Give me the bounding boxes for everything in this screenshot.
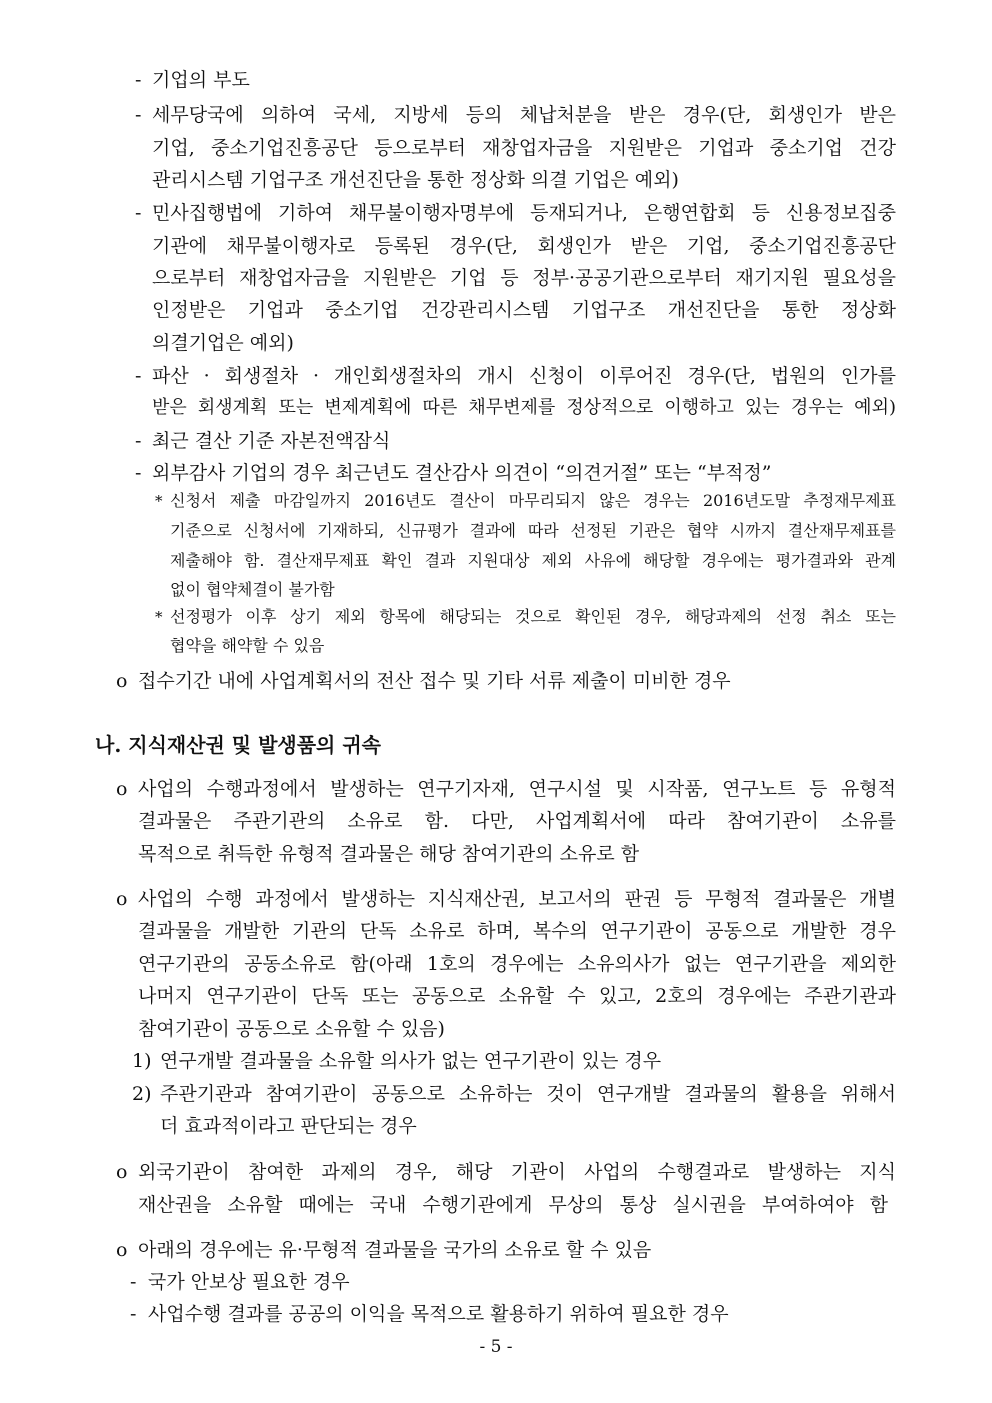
tangible-results-line: 사업의 수행과정에서 발생하는 연구기자재, 연구시설 및 시작품, 연구노트 등 유형적 [138, 778, 896, 800]
circle-bullet: ο [116, 778, 128, 800]
intangible-results-line: 결과물을 개발한 기관의 단독 소유로 하며, 복수의 연구기관이 공동으로 개발한 경우 [138, 920, 896, 942]
tangible-results-line: 결과물은 주관기관의 소유로 함. 다만, 사업계획서에 따라 참여기관이 소유를 [138, 810, 896, 832]
circle-bullet: ο [116, 670, 128, 692]
dash-marker: - [135, 462, 142, 484]
foreign-institution-line: 재산권을 소유할 때에는 국내 수행기관에게 무상의 통상 실시권을 부여하여야 함 [138, 1194, 888, 1216]
note-cancellation-line: 선정평가 이후 상기 제외 항목에 해당되는 것으로 확인된 경우, 해당과제의 선정 취소 또는 [170, 607, 896, 626]
numbered-item-line: 주관기관과 참여기관이 공동으로 소유하는 것이 연구개발 결과물의 활용을 위해서 [160, 1083, 896, 1105]
dash-marker: - [130, 1271, 137, 1293]
dash-marker: - [135, 104, 142, 126]
exclusion-item-insolvency-line: 파산 · 회생절차 · 개인회생절차의 개시 신청이 이루어진 경우(단, 법원의 인가를 [152, 365, 896, 387]
note-star-marker: * [155, 492, 163, 510]
exclusion-item-default-line: 민사집행법에 기하여 채무불이행자명부에 등재되거나, 은행연합회 등 신용정보집중 [152, 202, 896, 224]
note-star-marker: * [155, 608, 163, 626]
dash-marker: - [130, 1303, 137, 1325]
circle-bullet: ο [116, 888, 128, 910]
item-number: 2) [132, 1083, 152, 1105]
intangible-results-line: 연구기관의 공동소유로 함(아래 1호의 경우에는 소유의사가 없는 연구기관을 제외한 [138, 953, 896, 975]
exclusion-item-default-line: 으로부터 재창업자금을 지원받은 기업 등 정부·공공기관으로부터 재기지원 필요성을 [152, 267, 896, 289]
national-ownership-line: 아래의 경우에는 유·무형적 결과물을 국가의 소유로 할 수 있음 [138, 1239, 652, 1261]
page-number: - 5 - [479, 1337, 513, 1357]
exclusion-item-tax-line: 세무당국에 의하여 국세, 지방세 등의 체납처분을 받은 경우(단, 회생인가 받은 [152, 104, 896, 126]
intangible-results-line: 나머지 연구기관이 단독 또는 공동으로 소유할 수 있고, 2호의 경우에는 주관기관과 [138, 985, 896, 1007]
note-cancellation-line: 협약을 해약할 수 있음 [170, 636, 325, 655]
note-settlement-line: 제출해야 함. 결산재무제표 확인 결과 지원대상 제외 사유에 해당할 경우에는 평가결과와 관계 [170, 551, 896, 570]
circle-bullet: ο [116, 1161, 128, 1183]
numbered-item-line: 연구개발 결과물을 소유할 의사가 없는 연구기관이 있는 경우 [160, 1050, 662, 1072]
exclusion-item-bankruptcy: 기업의 부도 [152, 69, 250, 91]
note-settlement-line: 신청서 제출 마감일까지 2016년도 결산이 마무리되지 않은 경우는 2016년도말 추정재무제표 [170, 491, 896, 510]
exclusion-item-capital-erosion: 최근 결산 기준 자본전액잠식 [152, 430, 391, 452]
circle-bullet: ο [116, 1239, 128, 1261]
section-heading: 나. 지식재산권 및 발생품의 귀속 [95, 733, 381, 757]
exclusion-item-audit-opinion: 외부감사 기업의 경우 최근년도 결산감사 의견이 “의견거절” 또는 “부적정” [152, 462, 772, 484]
public-interest-item: 사업수행 결과를 공공의 이익을 목적으로 활용하기 위하여 필요한 경우 [148, 1303, 729, 1325]
exclusion-incomplete-submission: 접수기간 내에 사업계획서의 전산 접수 및 기타 서류 제출이 미비한 경우 [138, 670, 731, 692]
exclusion-item-default-line: 인정받은 기업과 중소기업 건강관리시스템 기업구조 개선진단을 통한 정상화 [152, 299, 896, 321]
intangible-results-line: 참여기관이 공동으로 소유할 수 있음) [138, 1018, 445, 1040]
intangible-results-line: 사업의 수행 과정에서 발생하는 지식재산권, 보고서의 판권 등 무형적 결과물은 개별 [138, 888, 896, 910]
exclusion-item-tax-line: 기업, 중소기업진흥공단 등으로부터 재창업자금을 지원받은 기업과 중소기업 건강 [152, 137, 896, 159]
dash-marker: - [135, 365, 142, 387]
exclusion-item-tax-line: 관리시스템 기업구조 개선진단을 통한 정상화 의결 기업은 예외) [152, 169, 679, 191]
tangible-results-line: 목적으로 취득한 유형적 결과물은 해당 참여기관의 소유로 함 [138, 843, 640, 865]
exclusion-item-default-line: 기관에 채무불이행자로 등록된 경우(단, 회생인가 받은 기업, 중소기업진흥공단 [152, 235, 896, 257]
dash-marker: - [135, 69, 142, 91]
national-security-item: 국가 안보상 필요한 경우 [148, 1271, 350, 1293]
item-number: 1) [132, 1050, 152, 1072]
dash-marker: - [135, 202, 142, 224]
note-settlement-line: 없이 협약체결이 불가함 [170, 580, 335, 599]
dash-marker: - [135, 430, 142, 452]
exclusion-item-insolvency-line: 받은 회생계획 또는 변제계획에 따른 채무변제를 정상적으로 이행하고 있는 경우는 예외) [152, 397, 896, 418]
numbered-item-line: 더 효과적이라고 판단되는 경우 [160, 1115, 417, 1137]
foreign-institution-line: 외국기관이 참여한 과제의 경우, 해당 기관이 사업의 수행결과로 발생하는 지식 [138, 1161, 896, 1183]
exclusion-item-default-line: 의결기업은 예외) [152, 332, 294, 354]
note-settlement-line: 기준으로 신청서에 기재하되, 신규평가 결과에 따라 선정된 기관은 협약 시까지 결산재무제표를 [170, 521, 896, 540]
